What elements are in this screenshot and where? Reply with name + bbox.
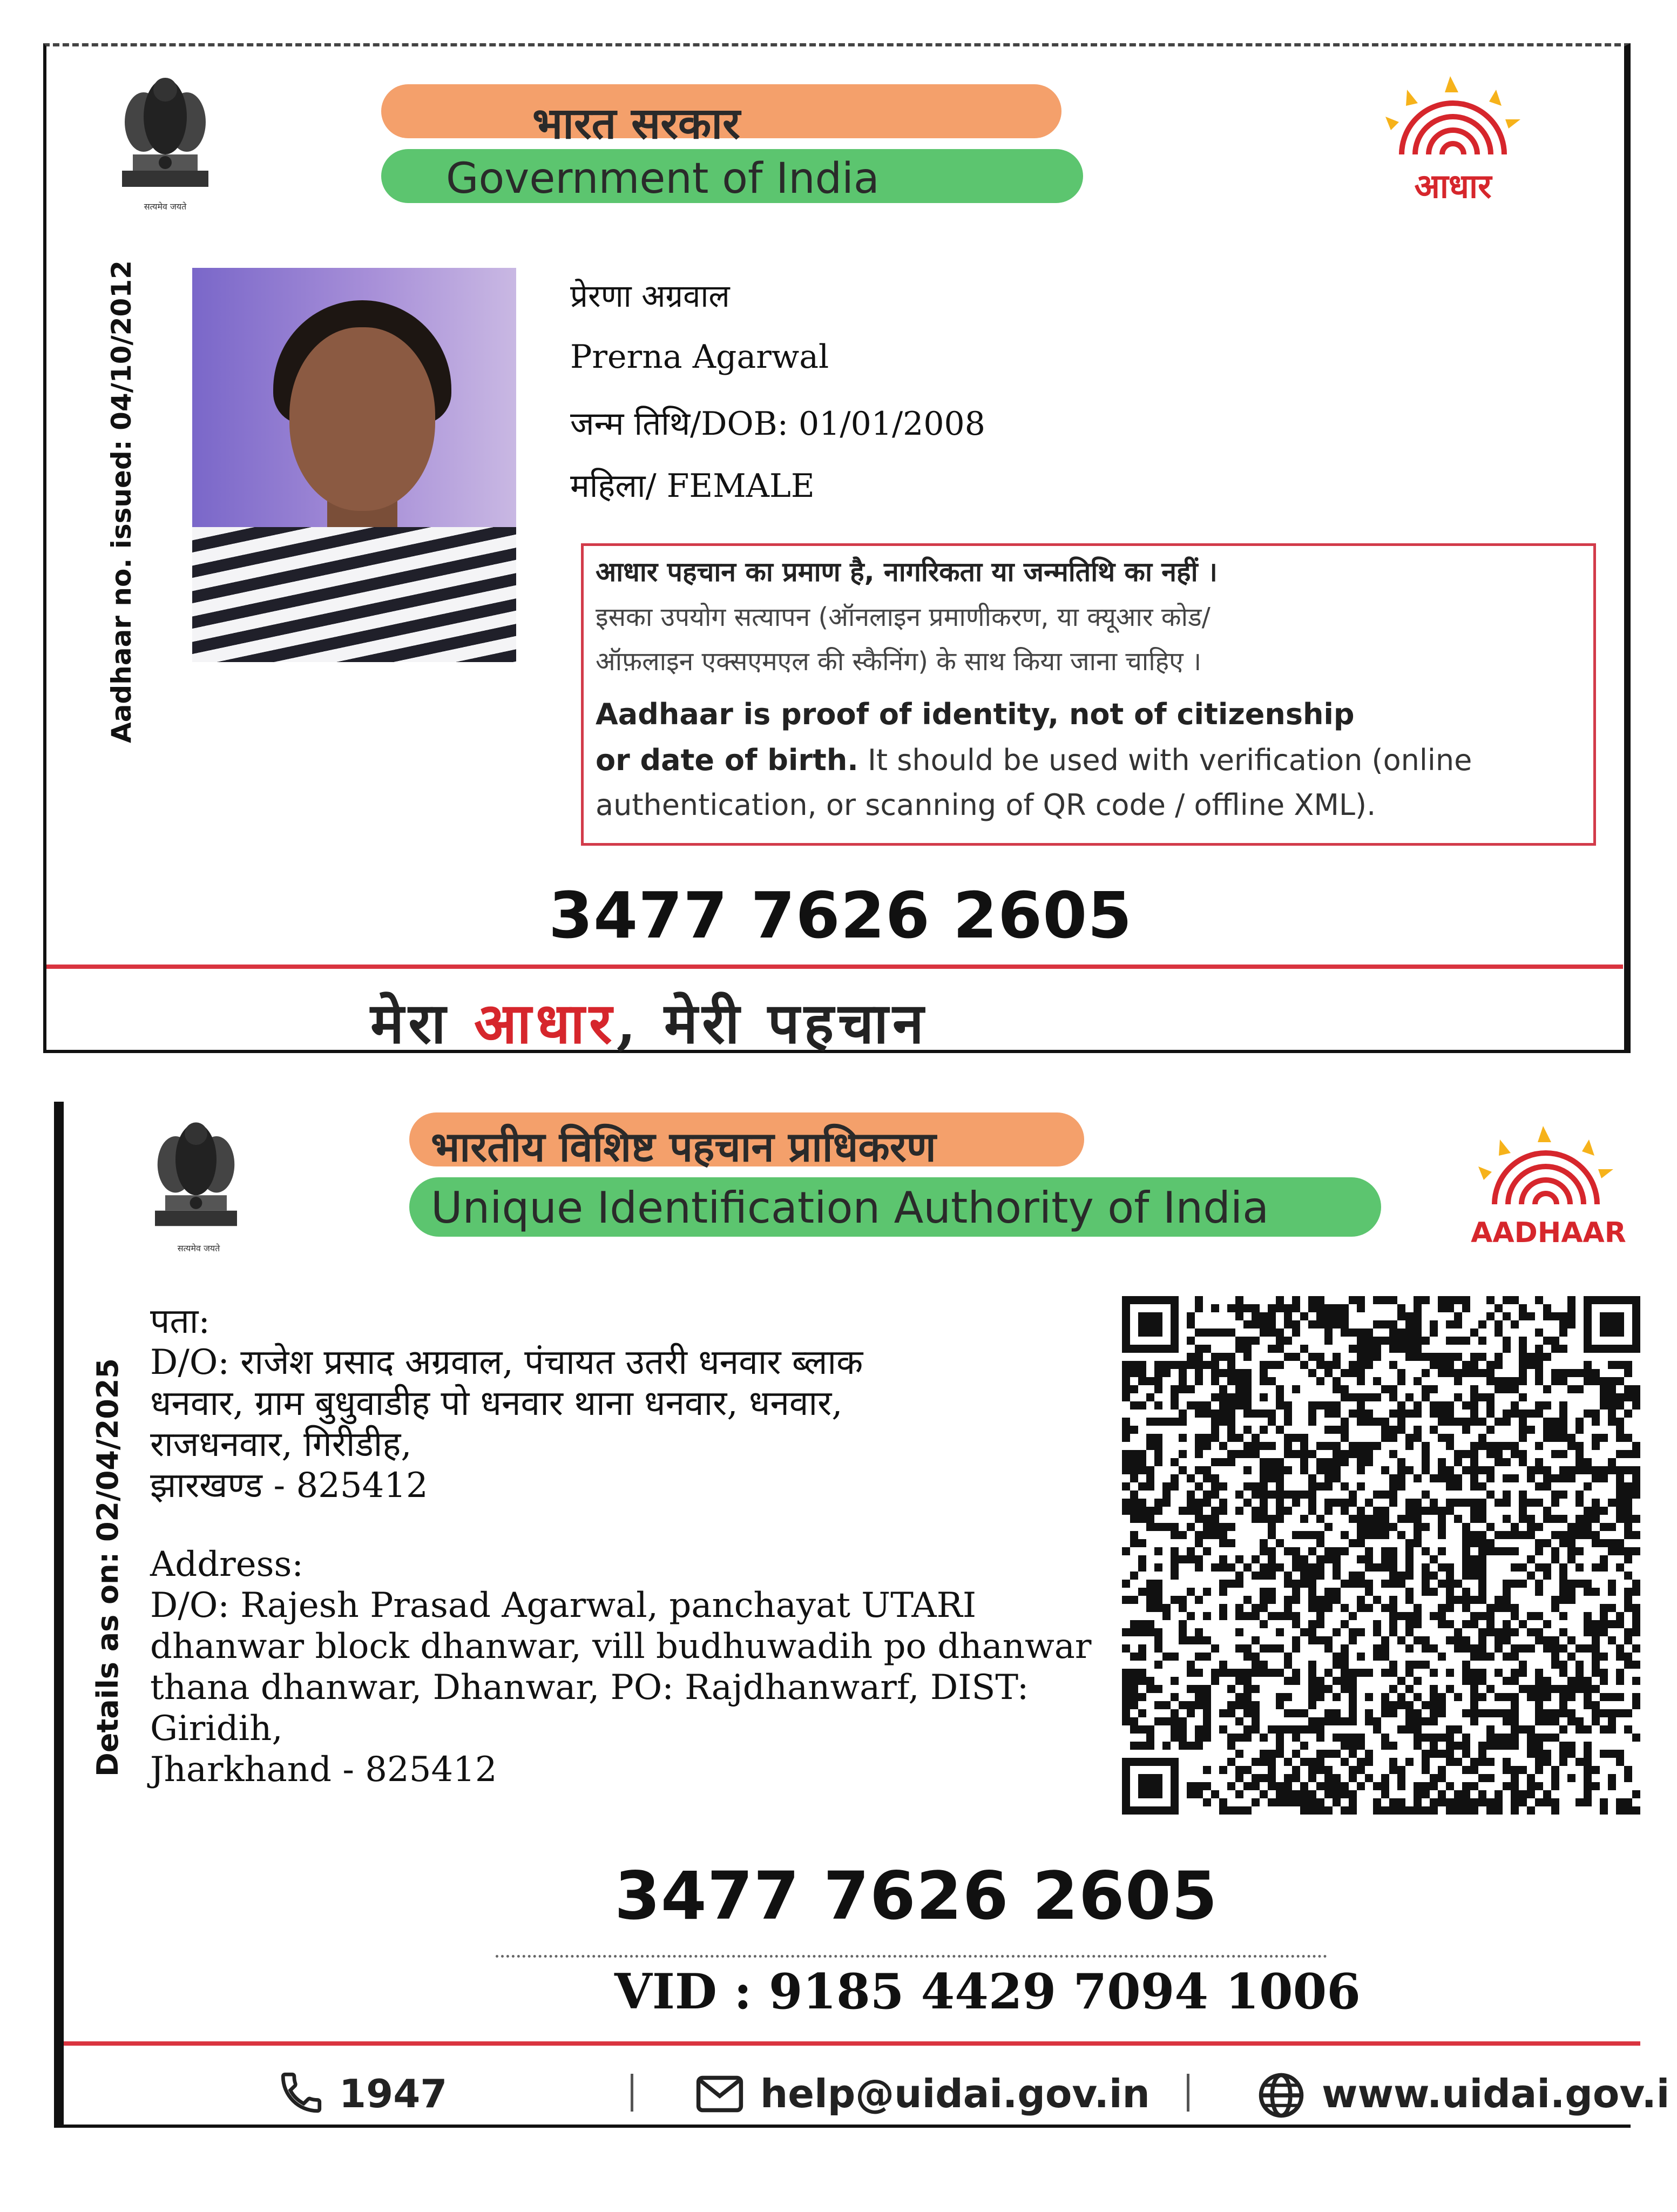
address-hindi-line: D/O: राजेश प्रसाद अग्रवाल, पंचायत उतरी धनवार ब्लाक bbox=[150, 1343, 863, 1382]
emblem-motto: सत्यमेव जयते bbox=[144, 201, 187, 212]
address-english-line: Jharkhand - 825412 bbox=[150, 1750, 497, 1790]
aadhaar-number: 3477 7626 2605 bbox=[549, 878, 1133, 953]
address-english-line: Giridih, bbox=[150, 1709, 283, 1749]
notice-english-line3: authentication, or scanning of QR code / offline XML). bbox=[596, 788, 1376, 822]
address-english-line: D/O: Rajesh Prasad Agarwal, panchayat UTARI bbox=[150, 1586, 977, 1626]
gov-english-title: Government of India bbox=[446, 154, 880, 203]
authority-hindi-title: भारतीय विशिष्ट पहचान प्राधिकरण bbox=[431, 1123, 936, 1171]
address-english-line: Address: bbox=[150, 1545, 303, 1584]
national-emblem-icon bbox=[145, 1112, 247, 1242]
mail-icon bbox=[695, 2074, 744, 2114]
notice-hindi-bold: आधार पहचान का प्रमाण है, नागरिकता या जन्मतिथि का नहीं । bbox=[596, 556, 1218, 588]
notice-hindi-line3: ऑफ़लाइन एक्सएमएल की स्कैनिंग) के साथ किया जाना चाहिए । bbox=[596, 646, 1202, 677]
footer-separator bbox=[1187, 2074, 1189, 2112]
address-english-line: thana dhanwar, Dhanwar, PO: Rajdhanwarf, DIST: bbox=[150, 1668, 1029, 1708]
svg-text:आधार: आधार bbox=[1414, 166, 1492, 206]
address-hindi-line: झारखण्ड - 825412 bbox=[150, 1466, 428, 1506]
address-hindi-line: राजधनवार, गिरीडीह, bbox=[150, 1425, 412, 1465]
footer-separator bbox=[631, 2074, 633, 2112]
website-link[interactable]: www.uidai.gov.i bbox=[1322, 2071, 1670, 2116]
address-english-line: dhanwar block dhanwar, vill budhuwadih po dhanwar bbox=[150, 1627, 1092, 1667]
address-hindi-line: धनवार, ग्राम बुधुवाडीह पो धनवार थाना धनवार, धनवार, bbox=[150, 1384, 843, 1424]
divider-line bbox=[64, 2041, 1640, 2046]
globe-icon bbox=[1257, 2071, 1306, 2120]
svg-text:AADHAAR: AADHAAR bbox=[1471, 1217, 1626, 1249]
emblem-motto: सत्यमेव जयते bbox=[177, 1243, 220, 1253]
address-hindi-line: पता: bbox=[150, 1301, 210, 1341]
issued-date-label: Aadhaar no. issued: 04/10/2012 bbox=[106, 260, 137, 743]
phone-number[interactable]: 1947 bbox=[339, 2071, 448, 2116]
name-english: Prerna Agarwal bbox=[570, 338, 829, 376]
aadhaar-number: 3477 7626 2605 bbox=[614, 1858, 1218, 1934]
aadhaar-logo-icon bbox=[1364, 68, 1542, 208]
national-emblem-icon bbox=[111, 68, 219, 203]
notice-box bbox=[581, 543, 1596, 846]
aadhaar-back-card bbox=[54, 1102, 1670, 2128]
notice-english-line2: or date of birth. It should be used with verification (online bbox=[596, 743, 1472, 777]
aadhaar-logo-icon bbox=[1457, 1112, 1640, 1253]
details-date-label: Details as on: 02/04/2025 bbox=[91, 1358, 125, 1777]
authority-english-title: Unique Identification Authority of India bbox=[431, 1183, 1269, 1233]
dotted-divider bbox=[496, 1955, 1327, 1958]
vid-number: VID : 9185 4429 7094 1006 bbox=[614, 1963, 1361, 2020]
qr-code bbox=[1122, 1296, 1640, 1815]
notice-english-bold1: Aadhaar is proof of identity, not of citizenship bbox=[596, 697, 1355, 731]
notice-hindi-line2: इसका उपयोग सत्यापन (ऑनलाइन प्रमाणीकरण, या क्यूआर कोड/ bbox=[596, 602, 1211, 632]
gov-hindi-title: भारत सरकार bbox=[532, 98, 740, 149]
phone-icon bbox=[277, 2068, 326, 2117]
holder-photo bbox=[192, 268, 516, 662]
divider-line bbox=[46, 965, 1623, 969]
slogan: मेरा आधार, मेरी पहचान bbox=[370, 990, 928, 1056]
help-email[interactable]: help@uidai.gov.in bbox=[760, 2071, 1150, 2116]
name-hindi: प्रेरणा अग्रवाल bbox=[570, 278, 730, 314]
aadhaar-front-card bbox=[43, 43, 1631, 1056]
gender: महिला/ FEMALE bbox=[570, 467, 815, 505]
date-of-birth: जन्म तिथि/DOB: 01/01/2008 bbox=[570, 405, 985, 443]
